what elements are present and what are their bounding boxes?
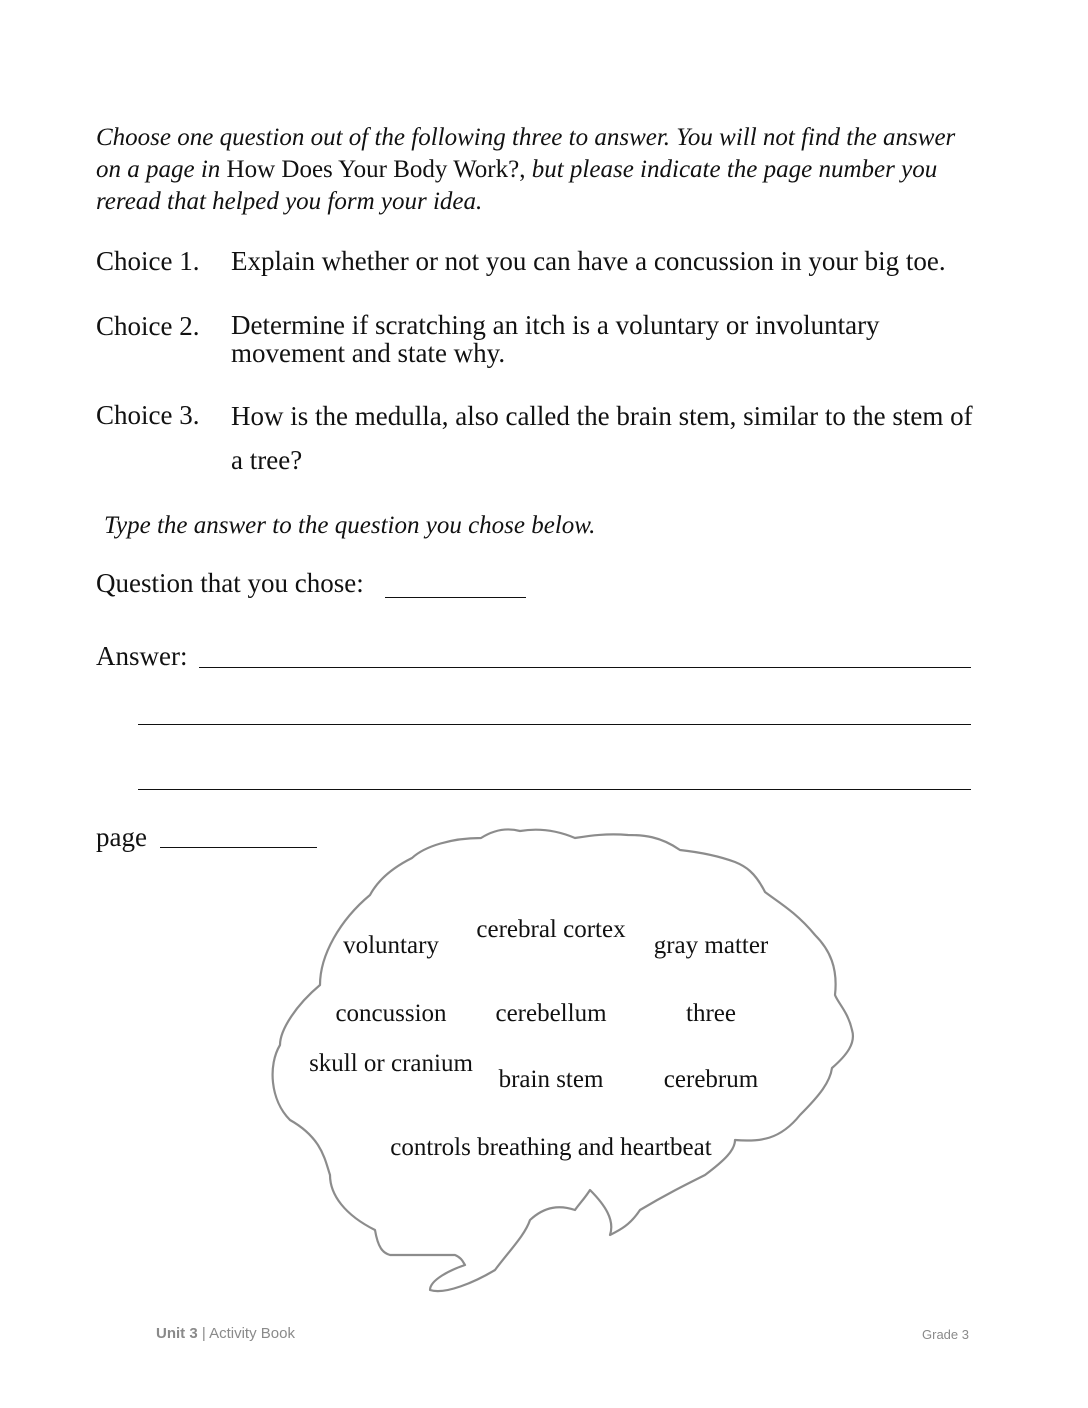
choice-1-label: Choice 1. (96, 246, 200, 276)
type-instruction: Type the answer to the question you chose below. (104, 512, 596, 539)
word-bank-voluntary: voluntary (343, 932, 439, 959)
choice-3-label: Choice 3. (96, 400, 200, 430)
word-bank-skull-or-cranium: skull or cranium (309, 1050, 473, 1077)
choice-2-text: Determine if scratching an itch is a voluntary or involuntary movement and state why. (231, 310, 880, 368)
choice-2-label: Choice 2. (96, 311, 200, 341)
word-bank-cerebral-cortex: cerebral cortex (476, 916, 626, 943)
word-bank-controls-breathing: controls breathing and heartbeat (390, 1134, 712, 1161)
answer-label: Answer: (96, 641, 188, 671)
word-bank-three: three (686, 1000, 736, 1027)
word-bank-brain-stem: brain stem (498, 1066, 604, 1093)
footer-separator: | (197, 1325, 210, 1342)
word-bank-concussion: concussion (335, 1000, 447, 1027)
word-bank-cerebellum: cerebellum (495, 1000, 607, 1027)
instructions-part-1: Choose one question out of the following three to answer. You will not find the answer on a page in (96, 124, 956, 183)
book-title: How Does Your Body Work?, (226, 156, 526, 183)
question-chosen-label: Question that you chose: (96, 568, 364, 598)
page-number-label: page (96, 822, 147, 852)
footer-unit-number: Unit 3 (156, 1325, 198, 1342)
word-bank-cerebrum: cerebrum (663, 1066, 759, 1093)
choice-1-text: Explain whether or not you can have a concussion in your big toe. (231, 246, 946, 276)
footer-unit (156, 1325, 295, 1342)
instructions-part-2: but please indicate the page number you reread that helped you form your idea. (96, 156, 938, 215)
choice-3-text: How is the medulla, also called the brain stem, similar to the stem of a tree? (231, 401, 973, 475)
footer-grade: Grade 3 (922, 1327, 969, 1342)
footer-book: Activity Book (209, 1325, 295, 1342)
word-bank-gray-matter: gray matter (653, 932, 769, 959)
